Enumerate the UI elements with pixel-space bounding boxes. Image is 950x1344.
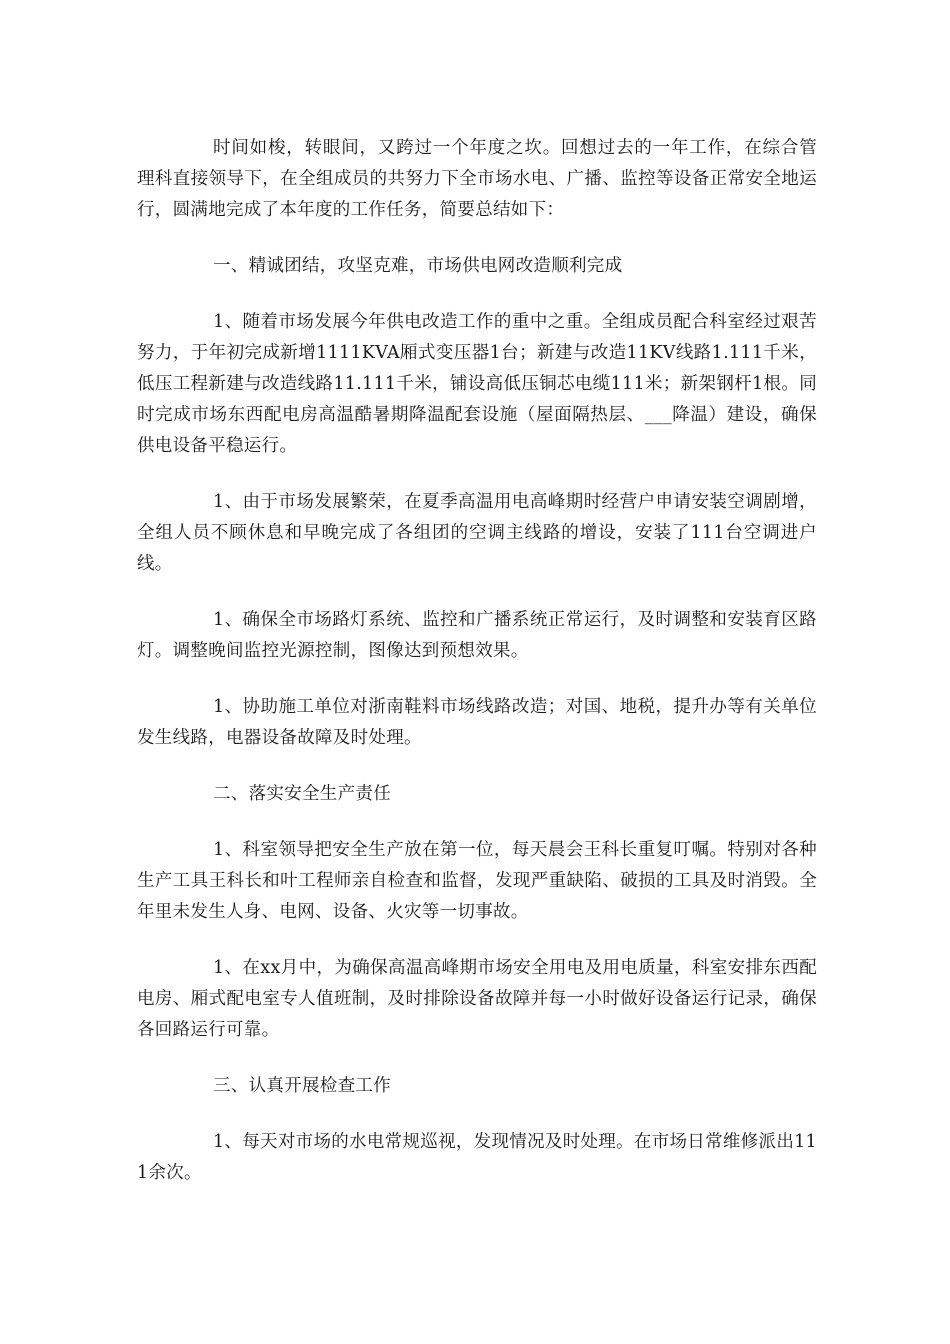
intro-paragraph: 时间如梭，转眼间，又跨过一个年度之坎。回想过去的一年工作，在综合管理科直接领导下，在全组成员的共努力下全市场水电、广播、监控等设备正常安全地运行，圆满地完成了本年度的工作任务，简要总结如下： bbox=[137, 138, 817, 220]
body-paragraph: 1、科室领导把安全生产放在第一位，每天晨会王科长重复叮嘱。特别对各种生产工具王科长和叶工程师亲自检查和监督，发现严重缺陷、破损的工具及时消毁。全年里未发生人身、电网、设备、火灾等一切事故。 bbox=[137, 840, 817, 922]
section-heading-2: 二、落实安全生产责任 bbox=[213, 784, 391, 804]
body-paragraph: 1、每天对市场的水电常规巡视，发现情况及时处理。在市场日常维修派出111余次。 bbox=[137, 1132, 817, 1183]
body-paragraph: 1、在xx月中，为确保高温高峰期市场安全用电及用电质量，科室安排东西配电房、厢式配电室专人值班制，及时排除设备故障并每一小时做好设备运行记录，确保各回路运行可靠。 bbox=[137, 958, 817, 1040]
document-body bbox=[137, 133, 817, 1189]
section-heading-3: 三、认真开展检查工作 bbox=[213, 1076, 391, 1096]
body-paragraph: 1、确保全市场路灯系统、监控和广播系统正常运行，及时调整和安装育区路灯。调整晚间监控光源控制，图像达到预想效果。 bbox=[137, 610, 817, 661]
section-heading-1: 一、精诚团结，攻坚克难，市场供电网改造顺利完成 bbox=[213, 256, 623, 276]
body-paragraph: 1、由于市场发展繁荣，在夏季高温用电高峰期时经营户申请安装空调剧增，全组人员不顾休息和早晚完成了各组团的空调主线路的增设，安装了111台空调进户线。 bbox=[137, 492, 817, 574]
body-paragraph: 1、随着市场发展今年供电改造工作的重中之重。全组成员配合科室经过艰苦努力，于年初完成新增1111KVA厢式变压器1台；新建与改造11KV线路1.111千米，低压工程新建与改造线路11.111千米，铺设高低压铜芯电缆111米；新架钢杆1根。同时完成市场东西配电房高温酷暑期降温配套设施（屋面隔热层、___降温）建设，确保供电设备平稳运行。 bbox=[137, 312, 817, 456]
body-paragraph: 1、协助施工单位对浙南鞋料市场线路改造；对国、地税，提升办等有关单位发生线路，电器设备故障及时处理。 bbox=[137, 697, 817, 748]
